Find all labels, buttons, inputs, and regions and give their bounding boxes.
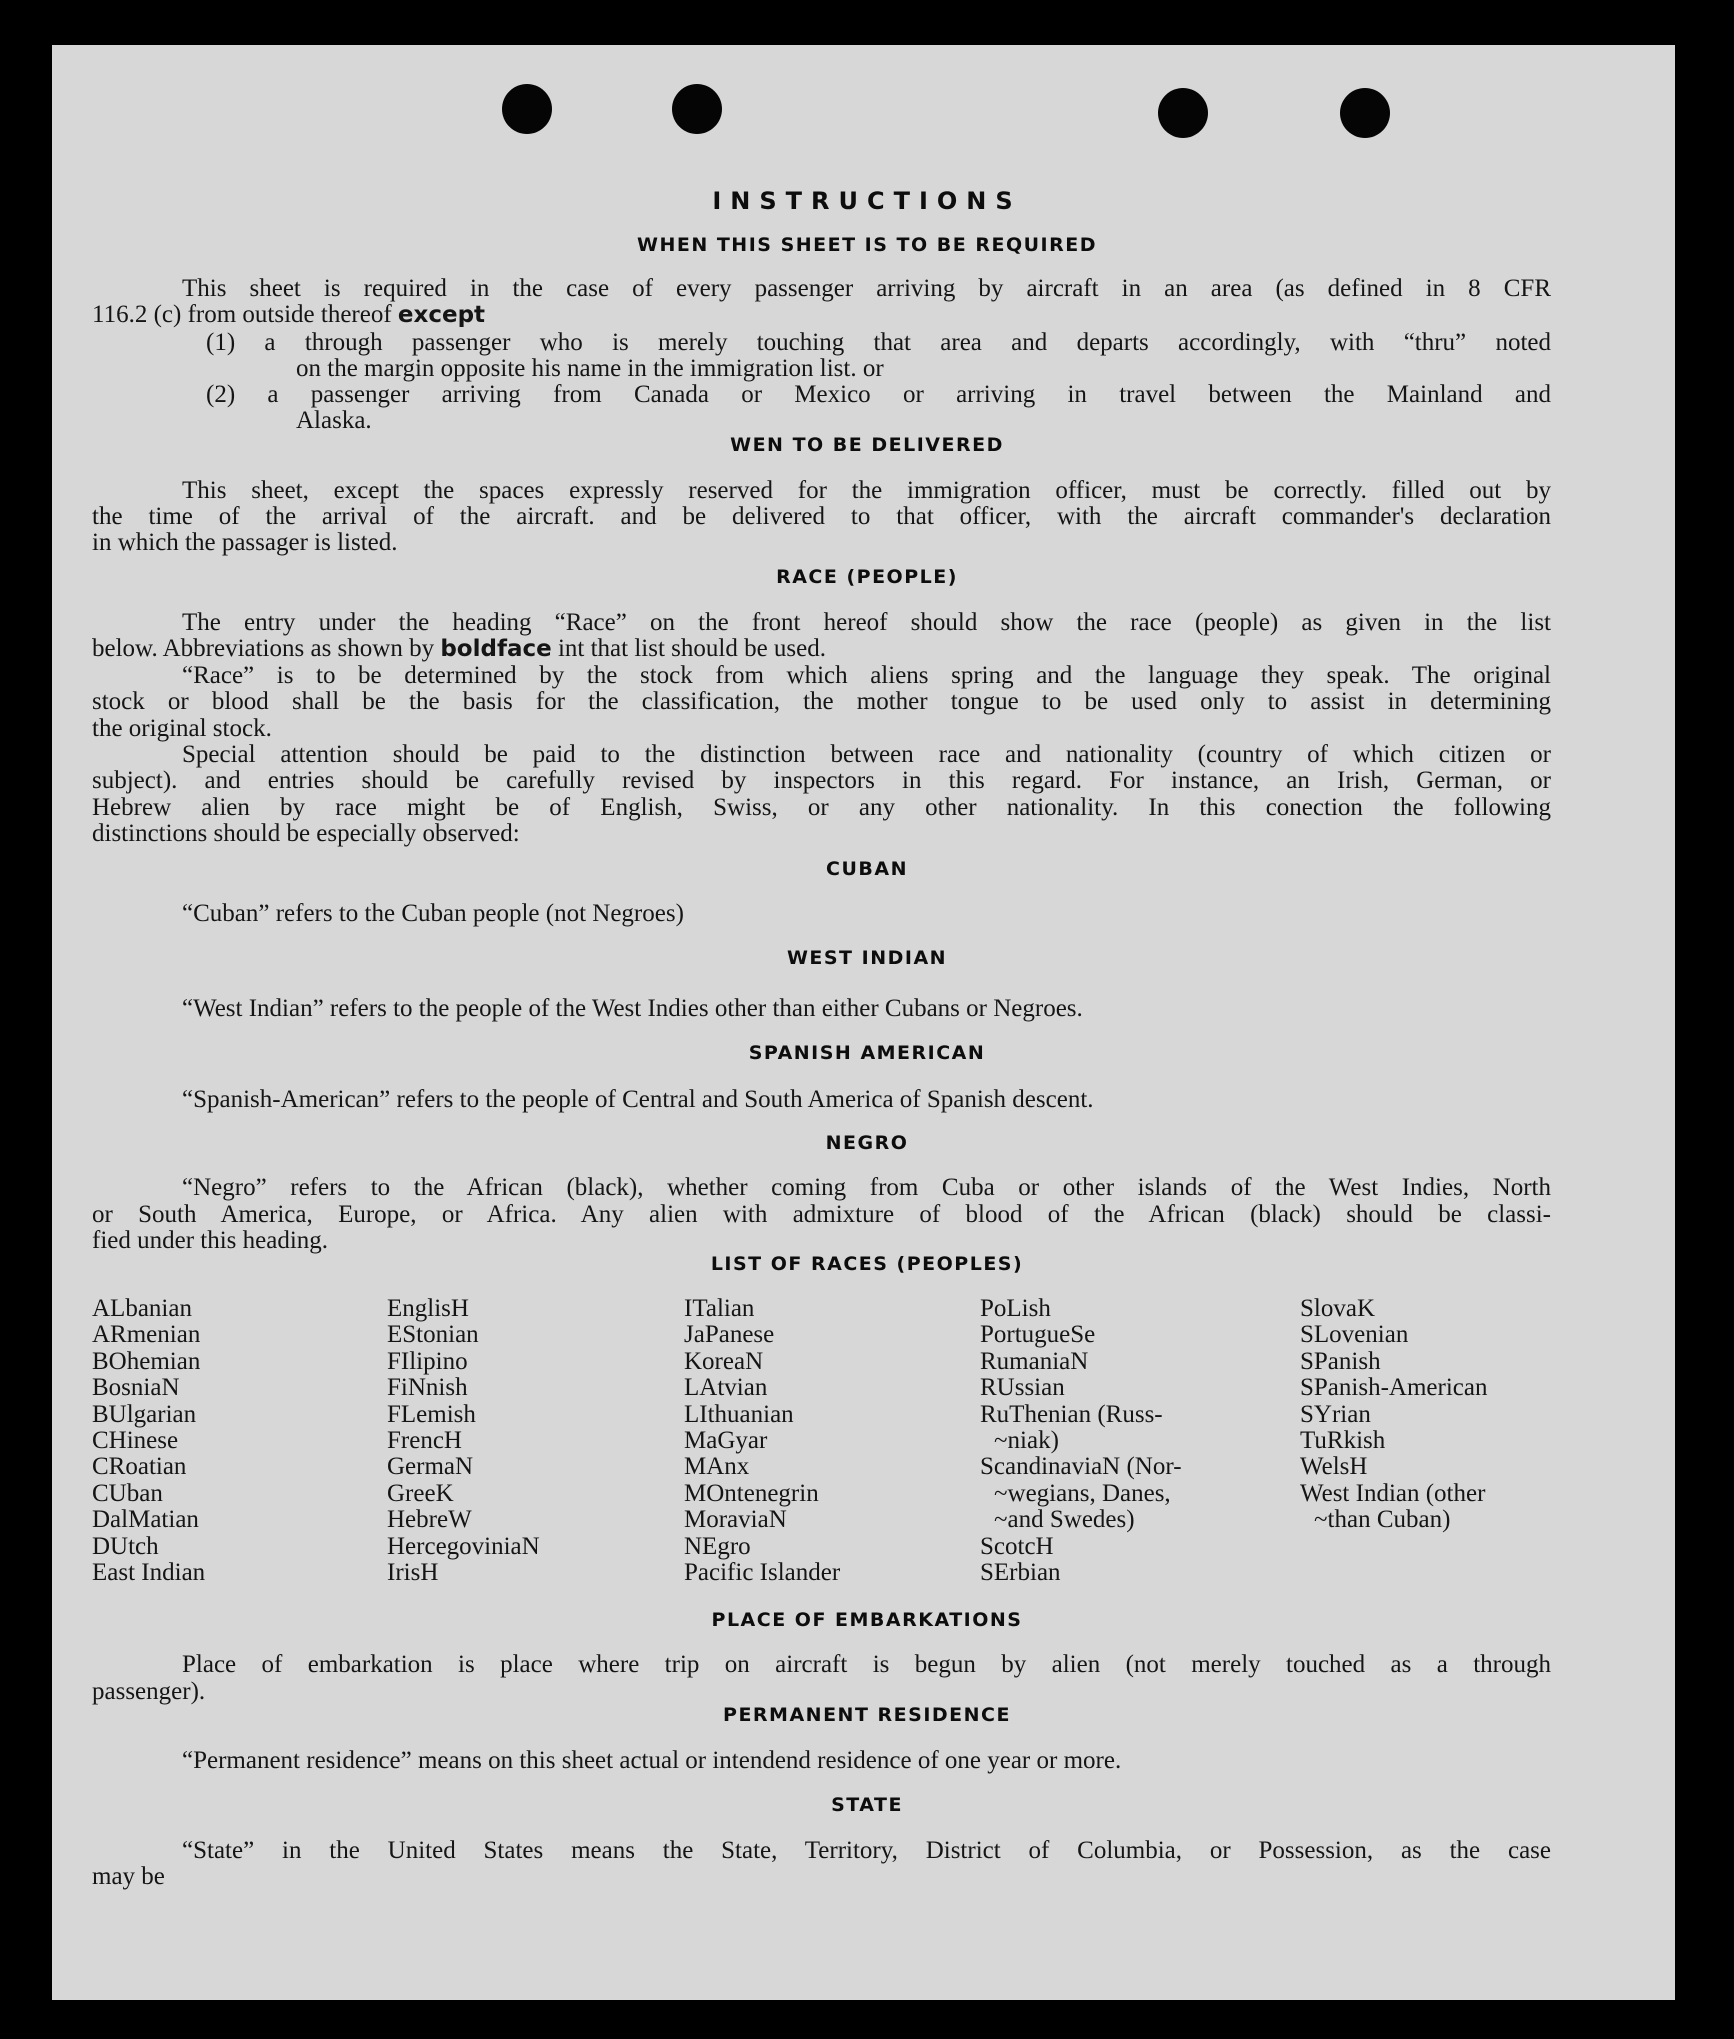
- except-bold: except: [397, 302, 486, 328]
- heading-list-of-races: LIST OF RACES (PEOPLES): [710, 1253, 1024, 1275]
- embarkation-line: passenger).: [92, 1678, 206, 1705]
- negro-line: fied under this heading.: [92, 1227, 329, 1254]
- race-list-item: RUssian: [980, 1374, 1065, 1402]
- punch-hole: [1158, 88, 1208, 138]
- races-column: [980, 1296, 1182, 1586]
- heading-cuban: CUBAN: [826, 858, 908, 880]
- race-list-item: GermaN: [387, 1453, 474, 1481]
- heading-embarkation: PLACE OF EMBARKATIONS: [711, 1609, 1023, 1631]
- spanish-american-text: “Spanish-American” refers to the people of Central and South America of Spanish descent.: [182, 1086, 1094, 1113]
- race-line: Special attention should be paid to the distinction between race and nationality (country of which citizen or: [182, 741, 1551, 768]
- punch-hole: [502, 84, 552, 134]
- race-list-item: PortugueSe: [980, 1321, 1096, 1349]
- race-list-item: SPanish: [1300, 1347, 1381, 1375]
- negro-line: “Negro” refers to the African (black), whether coming from Cuba or other islands of the West Indies, North: [182, 1174, 1551, 1201]
- punch-hole: [672, 84, 722, 134]
- item-2: (2) a passenger arriving from Canada or Mexico or arriving in travel between the Mainland and: [206, 381, 1551, 408]
- race-list-item: TuRkish: [1300, 1427, 1386, 1455]
- boldface-bold: boldface: [440, 636, 552, 662]
- race-list-item: West Indian (other: [1300, 1479, 1486, 1507]
- race-list-item: DUtch: [92, 1532, 159, 1560]
- races-column: [92, 1296, 205, 1586]
- race-list-item: IrisH: [387, 1559, 439, 1587]
- delivered-line: the time of the arrival of the aircraft. and be delivered to that officer, with the aircraft commander's declaration: [92, 503, 1551, 530]
- race-list-item: HebreW: [387, 1506, 472, 1534]
- race-list-item: LIthuanian: [684, 1400, 794, 1428]
- races-column: [1300, 1296, 1487, 1534]
- race-line: “Race” is to be determined by the stock from which aliens spring and the language they speak. The original: [182, 662, 1551, 689]
- race-list-item: MOntenegrin: [684, 1479, 819, 1507]
- race-list-item: FIlipino: [387, 1347, 468, 1375]
- race-list-item: FLemish: [387, 1400, 476, 1428]
- required-line: [92, 302, 1551, 328]
- race-list-item: LAtvian: [684, 1374, 768, 1402]
- race-line: subject). and entries should be carefully revised by inspectors in this regard. For instance, an Irish, German, or: [92, 767, 1551, 794]
- page-title: INSTRUCTIONS: [712, 187, 1022, 215]
- embarkation-line: Place of embarkation is place where trip on aircraft is begun by alien (not merely touched as a through: [182, 1651, 1551, 1678]
- race-list-item: MaGyar: [684, 1427, 768, 1455]
- delivered-line: in which the passager is listed.: [92, 529, 398, 556]
- race-list-item: FiNnish: [387, 1374, 468, 1402]
- race-text: int that list should be used.: [557, 635, 827, 662]
- race-list-item: FrencH: [387, 1427, 462, 1455]
- races-column: [387, 1296, 540, 1586]
- residence-text: “Permanent residence” means on this sheet actual or intendend residence of one year or more.: [182, 1747, 1122, 1774]
- race-list-item: ~and Swedes): [994, 1506, 1135, 1534]
- race-list-item: HercegoviniaN: [387, 1532, 540, 1560]
- west-indian-text: “West Indian” refers to the people of the West Indies other than either Cubans or Negroes.: [182, 995, 1083, 1022]
- race-list-item: ~wegians, Danes,: [994, 1479, 1171, 1507]
- required-line: This sheet is required in the case of every passenger arriving by aircraft in an area (as defined in 8 CFR: [182, 275, 1551, 302]
- race-list-item: ALbanian: [92, 1295, 192, 1322]
- race-list-item: SErbian: [980, 1559, 1061, 1587]
- race-line: Hebrew alien by race might be of English, Swiss, or any other nationality. In this conection the following: [92, 794, 1551, 821]
- heading-west-indian: WEST INDIAN: [786, 947, 948, 969]
- negro-line: or South America, Europe, or Africa. Any alien with admixture of blood of the African (black) should be classi-: [92, 1201, 1551, 1228]
- heading-permanent-residence: PERMANENT RESIDENCE: [723, 1704, 1011, 1726]
- race-line: [92, 636, 1551, 662]
- race-list-item: CRoatian: [92, 1453, 187, 1481]
- item-1: (1) a through passenger who is merely touching that area and departs accordingly, with “thru” noted: [206, 329, 1551, 356]
- races-column: [684, 1296, 840, 1586]
- heading-negro: NEGRO: [825, 1132, 909, 1154]
- race-list-item: BOhemian: [92, 1347, 201, 1375]
- race-list-item: MoraviaN: [684, 1506, 787, 1534]
- required-text: 116.2 (c) from outside thereof: [92, 301, 392, 328]
- race-list-item: DalMatian: [92, 1506, 199, 1534]
- heading-state: STATE: [831, 1794, 903, 1816]
- race-list-item: MAnx: [684, 1453, 750, 1481]
- race-line: The entry under the heading “Race” on the front hereof should show the race (people) as given in the list: [182, 609, 1551, 636]
- race-list-item: CHinese: [92, 1427, 179, 1455]
- race-line: stock or blood shall be the basis for the classification, the mother tongue to be used only to assist in determining: [92, 688, 1551, 715]
- race-list-item: SPanish-American: [1300, 1374, 1488, 1402]
- race-list-item: RumaniaN: [980, 1347, 1089, 1375]
- race-list-item: BUlgarian: [92, 1400, 197, 1428]
- race-list-item: PoLish: [980, 1295, 1051, 1322]
- state-line: “State” in the United States means the State, Territory, District of Columbia, or Possession, as the case: [182, 1837, 1551, 1864]
- race-list-item: ScotcH: [980, 1532, 1054, 1560]
- race-list-item: CUban: [92, 1479, 163, 1507]
- race-list-item: Pacific Islander: [684, 1559, 841, 1587]
- race-list-item: NEgro: [684, 1532, 751, 1560]
- race-list-item: East Indian: [92, 1559, 206, 1587]
- race-list-item: WelsH: [1300, 1453, 1368, 1481]
- race-text: below. Abbreviations as shown by: [92, 635, 435, 662]
- heading-race: RACE (PEOPLE): [776, 566, 958, 588]
- item-1-cont: on the margin opposite his name in the immigration list. or: [296, 355, 884, 382]
- item-2-cont: Alaska.: [296, 407, 372, 434]
- race-line: the original stock.: [92, 715, 272, 742]
- race-list-item: SlovaK: [1300, 1295, 1375, 1322]
- punch-hole: [1340, 88, 1390, 138]
- state-line: may be: [92, 1863, 165, 1890]
- race-list-item: ~niak): [994, 1427, 1059, 1455]
- race-list-item: JaPanese: [684, 1321, 775, 1349]
- race-list-item: KoreaN: [684, 1347, 764, 1375]
- heading-spanish-american: SPANISH AMERICAN: [748, 1042, 986, 1064]
- race-list-item: ARmenian: [92, 1321, 201, 1349]
- race-line: distinctions should be especially observed:: [92, 820, 520, 847]
- heading-required: WHEN THIS SHEET IS TO BE REQUIRED: [636, 234, 1097, 256]
- delivered-line: This sheet, except the spaces expressly reserved for the immigration officer, must be correctly. filled out by: [182, 477, 1551, 504]
- race-list-item: ScandinaviaN (Nor-: [980, 1453, 1182, 1481]
- race-list-item: SLovenian: [1300, 1321, 1409, 1349]
- cuban-text: “Cuban” refers to the Cuban people (not Negroes): [182, 900, 684, 927]
- race-list-item: RuThenian (Russ-: [980, 1400, 1163, 1428]
- race-list-item: SYrian: [1300, 1400, 1371, 1428]
- race-list-item: EnglisH: [387, 1295, 469, 1322]
- heading-delivered: WEN TO BE DELIVERED: [730, 434, 1004, 456]
- race-list-item: BosniaN: [92, 1374, 180, 1402]
- race-list-item: GreeK: [387, 1479, 454, 1507]
- race-list-item: EStonian: [387, 1321, 479, 1349]
- race-list-item: ITalian: [684, 1295, 755, 1322]
- race-list-item: ~than Cuban): [1314, 1506, 1451, 1534]
